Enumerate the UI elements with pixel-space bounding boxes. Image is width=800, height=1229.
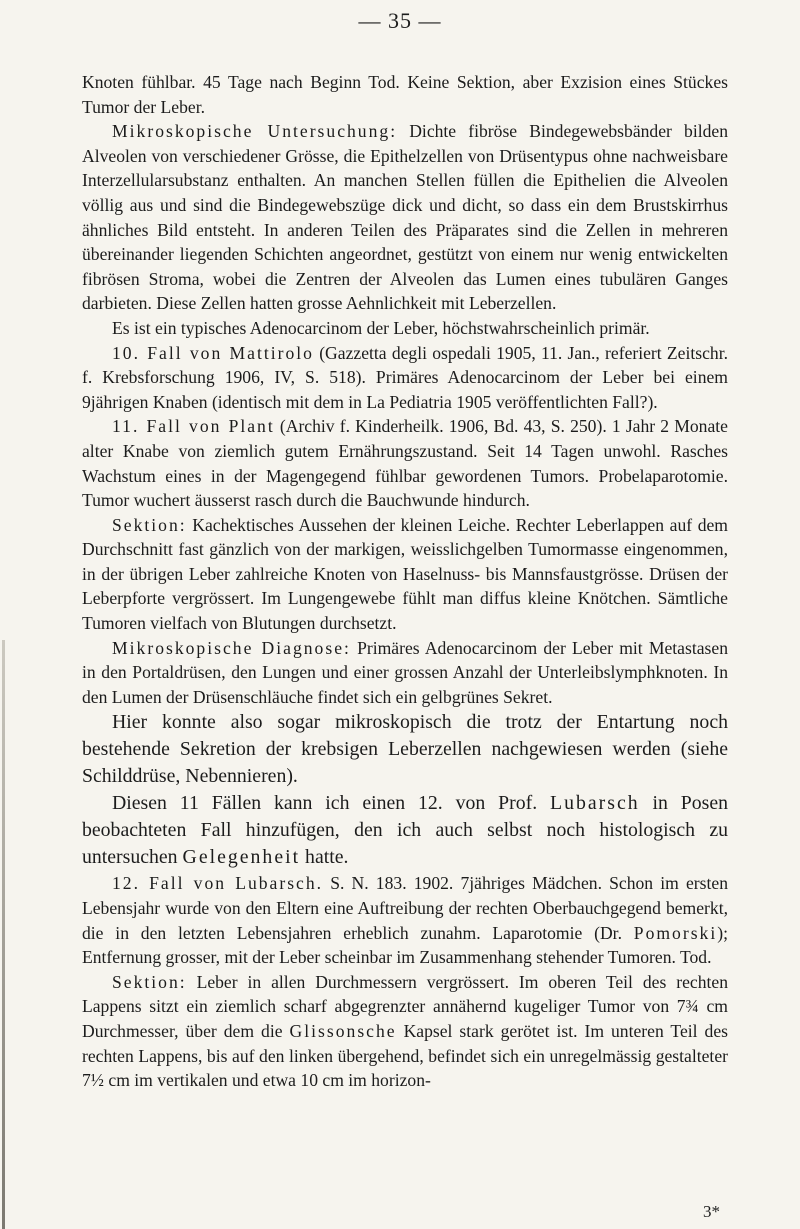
paragraph-lead: Sektion: [112,514,187,535]
paragraph-1 [82,70,728,119]
page-gutter-shadow [2,640,5,1229]
paragraph-4 [82,341,728,415]
paragraph-text: ); Entfernung grosser, mit der Leber scheinbar im Zusammenhang stehender Tumoren. Tod. [82,922,728,968]
paragraph-text: Es ist ein typisches Adenocarcinom der Leber, höchstwahrscheinlich primär. [112,317,650,338]
paragraph-text: Kapsel stark gerötet ist. Im unteren Teil des rechten Lappens, bis auf den linken übergehend, befindet sich ein unregelmässig gestalteter 7½ cm im vertikalen und etwa 10 cm im horizon- [82,1021,728,1091]
paragraph-lead: 12. Fall von Lubarsch. [112,873,324,894]
paragraph-text: (Gazzetta degli ospedali 1905, 11. Jan., referiert Zeitschr. f. Krebsforschung 1906, IV, S. 518). Primäres Adenocarcinom der Leber bei einem 9jährigen Knaben (identisch mit dem in La Pediatria 1905 veröffentlichten Fall?). [82,342,728,412]
paragraph-text: Kachektisches Aussehen der kleinen Leiche. Rechter Leberlappen auf dem Durchschnitt fast gänzlich von der markigen, weisslichgelben Tumormasse eingenommen, in der übrigen Leber zahlreiche Knoten von Haselnuss- bis Mannsfaustgrösse. Drüsen der Leberpforte vergrössert. Im Lungengewebe fühlt man diffus kleine Knötchen. Sämtliche Tumoren vielfach von Blutungen durchsetzt. [82,514,728,634]
signature-mark: 3* [703,1202,720,1221]
person-name: Glissonsche [289,1021,397,1041]
paragraph-text: Leber in allen Durchmessern vergrössert. Im oberen Teil des rechten Lappens sitzt ein ziemlich scharf abgegrenzter annähernd kugeliger Tumor von 7¾ cm Durchmesser, über dem die [82,971,728,1041]
paragraph-8 [82,709,728,790]
paragraph-text: S. N. 183. 1902. 7jähriges Mädchen. Schon im ersten Lebensjahr wurde von den Eltern eine Auftreibung der rechten Oberbauchgegend bemerkt, die in den letzten Lebensjahren erheblich zunahm. Laparotomie (Dr. [82,873,728,943]
paragraph-word: Gelegenheit [182,846,301,869]
page-number: — 35 — [358,8,442,33]
paragraph-lead: Mikroskopische Diagnose: [112,637,351,658]
paragraph-11 [82,970,728,1093]
paragraph-2 [82,119,728,316]
paragraph-3 [82,316,728,341]
paragraph-text: hatte. [300,846,349,869]
paragraph-9 [82,790,728,871]
paragraph-text: Diesen 11 Fällen kann ich einen 12. von Prof. [112,792,551,815]
paragraph-7 [82,636,728,710]
paragraph-text: (Archiv f. Kinderheilk. 1906, Bd. 43, S. 250). 1 Jahr 2 Monate alter Knabe von ziemlich gutem Ernährungszustand. Seit 14 Tagen unwohl. Rasches Wachstum eines in der Magengegend fühlbar gewordenen Tumors. Probelaparotomie. Tumor wuchert äusserst rasch durch die Bauchwunde hindurch. [82,416,728,511]
paragraph-6 [82,513,728,636]
paragraph-text: Primäres Adenocarcinom der Leber mit Metastasen in den Portaldrüsen, den Lungen und einer grossen Anzahl der Unterleibslymphknoten. In den Lumen der Drüsenschläuche findet sich ein gelbgrünes Sekret. [82,637,728,707]
paragraph-text: Knoten fühlbar. 45 Tage nach Beginn Tod. Keine Sektion, aber Exzision eines Stückes Tumor der Leber. [82,72,728,117]
paragraph-lead: Mikroskopische Untersuchung: [112,121,398,142]
paragraph-lead: Sektion: [112,971,187,992]
paragraph-10 [82,871,728,969]
paragraph-text: Dichte fibröse Bindegewebsbänder bilden Alveolen von verschiedener Grösse, die Epithelzellen von Drüsentypus ohne nachweisbare Interzellularsubstanz enthalten. An manchen Stellen füllen die Epithelien die Alveolen völlig aus und sind die Bindegewebszüge dick und dicht, so dass ein dem Brustskirrhus ähnliches Bild entsteht. In anderen Teilen des Präparates sind die Zellen in mehreren übereinander liegenden Schichten angeordnet, gestützt von einem nur wenig entwickelten fibrösen Stroma, wobei die Zentren der Alveolen das Lumen eines tubulären Ganges darbieten. Diese Zellen hatten grosse Aehnlichkeit mit Leberzellen. [82,121,728,314]
paragraph-5 [82,414,728,512]
paragraph-lead: 11. Fall von Plant [112,416,275,437]
paragraph-text: in Posen beobachteten Fall hinzufügen, den ich auch selbst noch histologisch zu untersuchen [82,792,728,869]
paragraph-text: Hier konnte also sogar mikroskopisch die trotz der Entartung noch bestehende Sekretion der krebsigen Leberzellen nachgewiesen werden (siehe Schilddrüse, Nebennieren). [82,711,728,788]
paragraph-lead: 10. Fall von Mattirolo [112,342,314,363]
person-name: Pomorski [633,922,718,943]
body-text [82,70,728,1093]
person-name: Lubarsch [550,792,640,815]
